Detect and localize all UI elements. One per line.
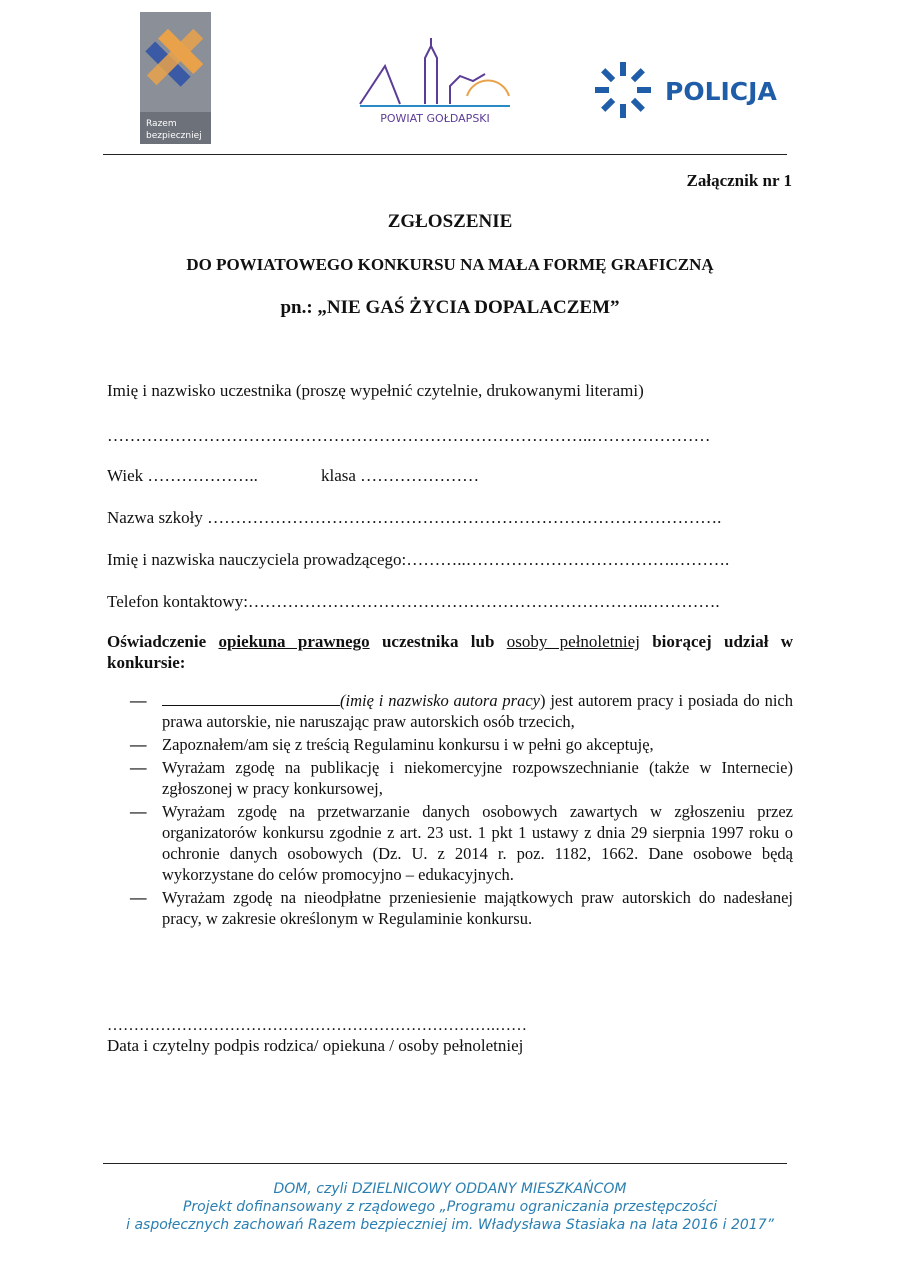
policja-logo [595,40,785,136]
author-name-hint: (imię i nazwisko autora pracy [340,691,540,710]
participant-name-label: Imię i nazwisko uczestnika (proszę wypełnić czytelnie, drukowanymi literami) [107,381,644,400]
teacher-name-field[interactable]: Imię i nazwiska nauczyciela prowadzącego:………..……………………………….………. [107,550,730,569]
consent-text-copyright-transfer: Wyrażam zgodę na nieodpłatne przeniesienie majątkowych praw autorskich do nadesłanej pracy, w zakresie określonym w Regulaminie konkursu. [162,888,793,928]
header-divider [103,154,787,155]
dash-icon: ― [130,888,147,907]
dash-icon: ― [130,735,147,754]
consent-item-authorship [130,690,793,732]
phone-field[interactable]: Telefon kontaktowy:……………………………………………………………..…………. [107,592,720,611]
consent-item-copyright-transfer [130,887,793,929]
powiat-goldapski-logo [355,36,515,128]
attachment-label: Załącznik nr 1 [686,171,792,190]
participant-name-field[interactable]: …………………………………………………………………………..………………… [107,426,711,445]
dash-icon: ― [130,758,147,777]
declaration-text-2: uczestnika lub [369,632,507,651]
form-subtitle: DO POWIATOWEGO KONKURSU NA MAŁA FORMĘ GRAFICZNĄ [186,255,714,274]
svg-text:Razem: Razem [146,119,177,129]
signature-label: Data i czytelny podpis rodzica/ opiekuna / osoby pełnoletniej [107,1036,524,1055]
consent-text-authorship: ) jest autorem pracy i posiada do nich prawa autorskie, nie naruszając praw autorskich osób trzecich, [162,691,793,731]
svg-text:bezpieczniej: bezpieczniej [146,131,202,141]
declaration-text-3: biorącej udział w konkursie: [107,632,794,672]
policja-logo-text: POLICJA [665,77,777,106]
dash-icon: ― [130,691,147,710]
consent-item-rules [130,734,793,755]
consent-item-data-processing [130,801,793,885]
consent-text-publication: Wyrażam zgodę na publikację i niekomercyjne rozpowszechnianie (także w Internecie) zgłoszonej w pracy konkursowej, [162,758,793,798]
declaration-heading [107,631,793,673]
consent-text-rules: Zapoznałem/am się z treścią Regulaminu konkursu i w pełni go akceptuję, [162,735,654,754]
footer-line-2: Projekt dofinansowany z rządowego „Programu ograniczania przestępczości [182,1199,718,1215]
author-name-blank[interactable] [162,691,340,706]
signature-field[interactable]: ……………………………………………………………….…… [107,1017,527,1034]
declaration-text-1: Oświadczenie [107,632,219,651]
school-name-field[interactable]: Nazwa szkoły ………………………………………………………………………………. [107,508,722,527]
footer-divider [103,1163,787,1164]
footer-line-3: i aspołecznych zachowań Razem bezpieczniej im. Władysława Stasiaka na lata 2016 i 2017” [126,1217,774,1233]
consent-text-data-processing: Wyrażam zgodę na przetwarzanie danych osobowych zawartych w zgłoszeniu przez organizatorów konkursu zgodnie z art. 23 ust. 1 pkt 1 ustawy z dnia 29 sierpnia 1997 roku o ochronie danych osobowych (Dz. U. z 2014 r. poz. 1182, 1662. Dane osobowe będą wykorzystane do celów promocyjno – edukacyjnych. [162,802,793,884]
consent-item-publication [130,757,793,799]
class-field[interactable]: klasa ………………… [321,466,480,485]
form-title: ZGŁOSZENIE [387,211,513,232]
footer-line-1: DOM, czyli DZIELNICOWY ODDANY MIESZKAŃCOM [273,1181,627,1197]
razem-bezpieczniej-logo [140,12,211,144]
dash-icon: ― [130,802,147,821]
contest-name: pn.: „NIE GAŚ ŻYCIA DOPALACZEM” [280,297,620,318]
declaration-guardian: opiekuna prawnego [218,632,370,651]
consent-list [130,690,793,931]
age-field[interactable]: Wiek ……………….. [107,466,258,485]
declaration-adult: osoby pełnoletniej [506,632,640,651]
powiat-logo-text: POWIAT GOŁDAPSKI [380,112,490,125]
